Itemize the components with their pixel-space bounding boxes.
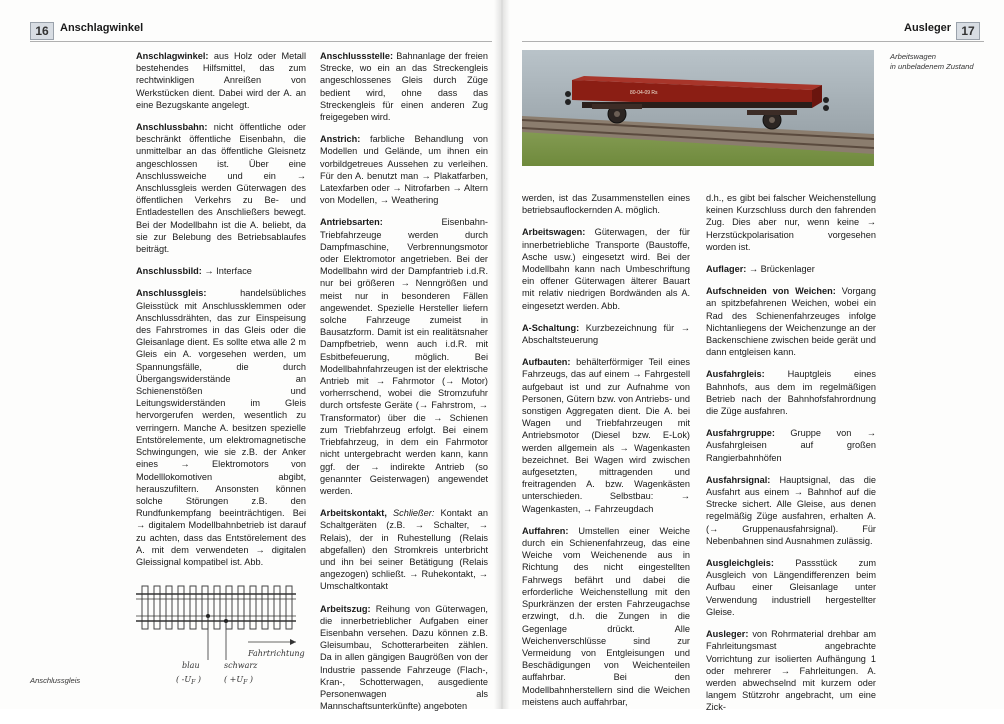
entry	[320, 507, 488, 592]
photo-caption: Arbeitswagen in unbeladenem Zustand	[890, 52, 974, 71]
label-plus-uf: ( $+U_F$ )	[224, 675, 253, 686]
entry	[706, 192, 876, 253]
entry-text: Passstück zum Ausgleich von Längendifferenzen beim Aufbau einer Gleisanlage unter Verwendung industriell hergestellter Gleise.	[706, 558, 876, 617]
entry-term: Ausgleichgleis:	[706, 558, 774, 569]
label-minus-uf: ( $-U_F$ )	[176, 675, 201, 686]
anschlussgleis-figure	[136, 572, 306, 692]
entry-text: aus Holz oder Metall bestehendes Hilfsmittel, das zum rechtwinkligen Anreißen von Werkstücken dient. Dabei wird der A. an eine Bezugskante angelegt.	[136, 51, 306, 110]
entry	[320, 133, 488, 206]
entry-text: → Brückenlager	[746, 264, 815, 275]
entry	[706, 557, 876, 618]
entry	[706, 285, 876, 358]
sleeper	[238, 586, 244, 629]
entry-term: Anstrich:	[320, 134, 361, 145]
entry-term: Arbeitskontakt,	[320, 508, 387, 519]
entry-term: Arbeitszug:	[320, 603, 371, 614]
entry-term: Ausfahrgruppe:	[706, 428, 775, 439]
entry-term: Anschlussbahn:	[136, 122, 208, 133]
sleeper	[166, 586, 172, 629]
entry-term: Anschlussbild:	[136, 266, 202, 277]
entry	[706, 628, 876, 713]
track-sleepers	[142, 586, 292, 629]
text-column-1	[136, 50, 306, 578]
entry	[136, 265, 306, 277]
entry-term: Aufschneiden von Weichen:	[706, 286, 836, 297]
label-schwarz: schwarz	[224, 661, 258, 670]
entry-text: von Rohrmaterial drehbar am Fahrleitungsmast angebrachte Vorrichtung zur isolierten Aufhängung 1 oder mehrerer → Fahrleitungen. A. werden abwechselnd mit kurzem oder langem Stützrohr angebracht, um eine Zick-	[706, 629, 876, 713]
text-column-2	[320, 50, 488, 722]
entry	[136, 50, 306, 111]
photo-arbeitswagen	[522, 50, 874, 166]
sleeper	[262, 586, 268, 629]
entry-text: Güterwagen, der für innerbetriebliche Transporte (Baustoffe, Asche usw.) eingesetzt wird. Bei der Modellbahn kann nach Umbeschriftung ein offener Güterwagen älterer Bauart mit relativ niedrigen Bordwänden als A. eingesetzt werden. Abb.	[522, 227, 690, 311]
entry	[706, 427, 876, 464]
page-number-left: 16	[30, 22, 54, 40]
sleeper	[250, 586, 256, 629]
entry-text: Kurzbezeichnung für → Abschaltsteuerung	[522, 322, 690, 346]
wheel-2-hub	[769, 117, 775, 123]
entry-text: nicht öffentliche oder beschränkt öffentliche Eisenbahn, die unmittelbar an das öffentliche Gleisnetz angeschlossen ist. Über eine Anschlussweiche und ein → Anschlussgleis werden Güterwagen des öffentlichen Verkehrs zu Be- und Entladestellen des Anschließers bewegt. Bei der Modellbahn ist die A. beliebt, da sie zur Belebung des Betriebsablaufes beiträgt.	[136, 122, 306, 255]
entry-text: → Interface	[201, 266, 252, 277]
label-fahrtrichtung: Fahrtrichtung	[248, 649, 305, 658]
entry-term: Anschlagwinkel:	[136, 51, 209, 61]
sleeper	[286, 586, 292, 629]
sleeper	[274, 586, 280, 629]
label-blau: blau	[182, 661, 200, 670]
figure-caption-anschlussgleis: Anschlussgleis	[30, 676, 81, 685]
wagon-number: 80-04-09 Rs	[630, 90, 658, 96]
entry-text: Hauptsignal, das die Ausfahrt aus einem → Bahnhof auf die Strecke sichert. Alle Gleise, aus denen regelmäßig Züge ausfahren, erhalten A. (→ Gruppenausfahrsignal). Für Nebenbahnen sind Ausnahmen zulässig.	[706, 474, 876, 546]
entry	[706, 368, 876, 417]
direction-arrowhead	[290, 639, 296, 645]
entry	[706, 474, 876, 547]
entry-term: Anschlussgleis:	[136, 288, 207, 299]
page-number-right: 17	[956, 22, 980, 40]
sleeper	[202, 586, 208, 629]
entry-text: Reihung von Güterwagen, die innerbetrieblicher Aufgaben einer Eisenbahn versehen. Dazu können z.B. Gleisumbau, Schotterarbeiten zählen. Da in allen gängigen Baugrößen von der Industrie passende Fahrzeuge (Flach-, Kran-, Schotterwagen, ausgediente Personenwagen als Mannschaftsunterkünfte) angeboten	[320, 603, 488, 712]
sleeper	[178, 586, 184, 629]
text-column-4	[706, 192, 876, 724]
entry-text: werden, ist das Zusammenstellen eines betriebsauflockernden A. möglich.	[522, 193, 690, 216]
entry-term: Auffahren:	[522, 525, 569, 536]
entry-text: Kontakt an Schaltgeräten (z.B. → Schalter, → Relais), der in Ruhestellung (Relais abgefallen) den Stromkreis unterbricht und ihn bei seiner Betätigung (Relais angezogen) schließt. → Ruhekontakt, → Umschaltkontakt	[320, 508, 488, 592]
left-page	[0, 0, 502, 712]
entry	[522, 356, 690, 515]
entry-text: Gruppe von → Ausfahrgleisen auf großen Rangierbahnhöfen	[706, 428, 876, 463]
axle-box-1	[592, 104, 642, 109]
entry-term: Ausleger:	[706, 629, 749, 640]
entry-term-italic: Schließer:	[386, 508, 435, 519]
entry-term: Aufbauten:	[522, 357, 571, 368]
running-header-right: Ausleger	[904, 22, 952, 34]
entry	[320, 603, 488, 713]
entry	[136, 121, 306, 255]
sleeper	[214, 586, 220, 629]
text-column-3	[522, 192, 690, 718]
header-rule-left	[30, 41, 492, 42]
entry-term: Ausfahrgleis:	[706, 369, 765, 380]
sleeper	[190, 586, 196, 629]
wheel-1-hub	[614, 111, 620, 117]
entry	[320, 50, 488, 123]
sleeper	[154, 586, 160, 629]
entry	[136, 287, 306, 568]
entry-text: Hauptgleis eines Bahnhofs, aus dem im regelmäßigen Betrieb nach der Bahnhofsfahrordnung die Züge ausfahren.	[706, 369, 876, 417]
buffer-left-1	[565, 91, 571, 97]
buffer-left-2	[565, 99, 571, 105]
header-rule-right	[522, 41, 984, 42]
entry	[522, 322, 690, 346]
entry-text: farbliche Behandlung von Modellen und Gelände, um ihnen ein vorbildgetreues Aussehen zu verleihen. Für den A. benutzt man → Plakatfarben, Latexfarben oder → Nitrofarben → Altern von Modellen, → Weathering	[320, 134, 488, 206]
book-spine-shadow	[494, 0, 510, 709]
entry-term: Auflager:	[706, 264, 747, 275]
entry	[706, 263, 876, 275]
entry-text: d.h., es gibt bei falscher Weichenstellung keinen Kurzschluss durch den fahrenden Zug. Dies aber nur, wenn keine → Herzstückpolarisation vorgesehen worden ist.	[706, 193, 876, 252]
entry-text: Umstellen einer Weiche durch ein Schienenfahrzeug, das eine Weiche vom Weichenende aus in Richtung des nicht eingestellten Fahrwegs befährt und dabei die erforderliche Weichenstellung mit den Spurkränzen der ersten Fahrzeugachse erzwingt, d.h. die Zungen in die Gegenlage drückt. Alle Weichenverschlüsse sind zur Vermeidung von Entgleisungen und Beschädigungen von Weichenteilen auffahrbar. Bei den Modellbahnherstellern sind die Weichen meistens auch auffahrbar,	[522, 525, 690, 707]
entry-text: Vorgang an spitzbefahrenen Weichen, wobei ein Rad des Schienenfahrzeuges infolge Nichtanliegens der Weichenzunge an der Backenschiene zwischen beide gerät und dann entgleisen kann.	[706, 286, 876, 358]
entry-text: behälterförmiger Teil eines Fahrzeugs, das auf einem → Fahrgestell aufgebaut ist und zur Aufnahme von Personen, Gütern bzw. von Antriebs- und sonstigen Aggregaten dient. Die A. bei Wagen und Triebfahrzeugen mit Antriebsmotor (Diesel bzw. E-Lok) werden allgemein als → Wagenkasten bezeichnet. Bei Wagen wird zwischen aufgesetzten, mittragenden und freitragenden A. bzw. Wagenkästen unterschieden. Selbstbau: → Wagenkasten, → Fahrzeugdach	[522, 357, 690, 514]
entry-term: Arbeitswagen:	[522, 227, 586, 238]
entry-term: Ausfahrsignal:	[706, 474, 771, 485]
entry-term: Anschlussstelle:	[320, 51, 394, 61]
running-header-left: Anschlagwinkel	[60, 22, 144, 34]
entry-text: Eisenbahn-Triebfahrzeuge werden durch Dampfmaschine, Verbrennungsmotor oder Elektromotor angetrieben. Bei der Modellbahn wird der Dampfantrieb i.d.R. nur bei größeren → Nenngrößen und meist nur in besonderen Fällen angewendet. Spezielle Hersteller liefern solche Fahrzeuge zumeist in Bausatzform. Damit ist ein realitätsnaher Dampfbetrieb, wenn auch i.d.R. mit Esbitbefeuerung, möglich. Bei Modellbahnfahrzeugen ist der elektrische Antrieb mit → Fahrmotor (→ Motor) vorherrschend, wobei die Stromzufuhr durch ortsfeste Geräte (→ Fahrstrom, → Transformator) über die → Schienen zum Triebfahrzeug erfolgt. Bei einem Triebfahrzeug, in dem ein Fahrmotor nicht untergebracht werden kann, kann ggf. der → indirekte Antrieb (so genannter Geisterwagen) angewendet werden.	[320, 217, 488, 496]
entry-term: A-Schaltung:	[522, 322, 580, 333]
entry	[522, 192, 690, 216]
buffer-right-1	[823, 97, 829, 103]
entry	[522, 226, 690, 311]
entry-text: Bahnanlage der freien Strecke, wo ein an das Streckengleis angeschlossenes Gleis durch Züge bedient wird, ohne dass das Streckengleis für einen anderen Zug freigegeben wird.	[320, 51, 488, 123]
entry	[522, 525, 690, 708]
entry-term: Antriebsarten:	[320, 217, 383, 228]
entry	[320, 216, 488, 497]
buffer-right-2	[823, 105, 829, 111]
sleeper	[142, 586, 148, 629]
entry-text: handelsübliches Gleisstück mit Anschlussklemmen oder Anschlussdrähten, das zur Einspeisung des Fahrstromes in das Gleis oder die Gleisanlage dient. Es sollte etwa alle 2 m Gleis ein A. vorgesehen werden, um Spannungsfälle, die durch Übergangswiderstände an Schienenstößen und Leitungswiderständen im Gleis hervorgerufen werden, wesentlich zu verringern. Manche A. besitzen spezielle Entstörelemente, um elektromagnetische Schwingungen, wie sie z.B. der Anker eines → Elektromotors von Modelllokomotiven abgibt, herauszufiltern. Ansonsten können solche Störungen z.B. den Rundfunkempfang beeinträchtigen. Bei → digitalem Modellbahnbetrieb ist darauf zu achten, dass das Entstörelement des A. mit dem verwendeten → digitalen Gleissignal kompatibel ist. Abb.	[136, 288, 306, 567]
axle-box-2	[747, 110, 797, 115]
